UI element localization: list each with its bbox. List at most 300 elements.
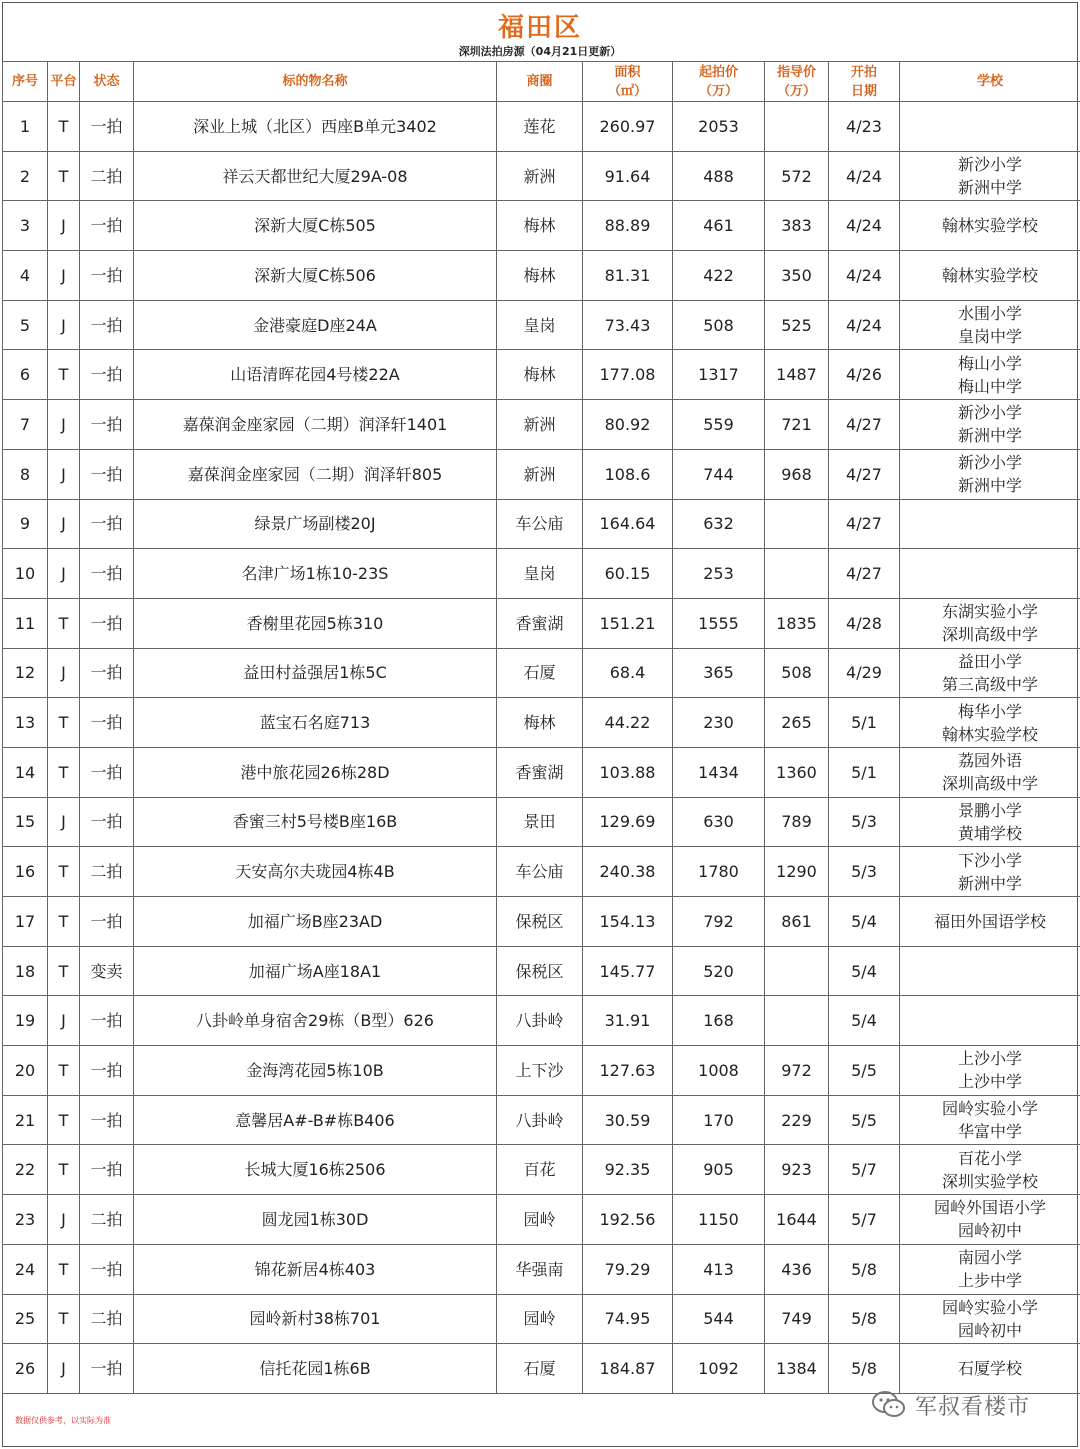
row-guide-price — [765, 102, 829, 152]
row-name: 八卦岭单身宿舍29栋（B型）626 — [134, 996, 497, 1046]
row-start-price: 508 — [673, 300, 765, 350]
row-school — [900, 549, 1080, 599]
row-status: 一拍 — [80, 201, 134, 251]
row-date: 5/1 — [829, 747, 900, 797]
table-body — [3, 102, 1080, 1394]
row-area: 八卦岭 — [497, 996, 583, 1046]
row-status: 一拍 — [80, 300, 134, 350]
header-platform: 平台 — [48, 62, 80, 102]
row-area: 香蜜湖 — [497, 598, 583, 648]
row-platform: J — [48, 201, 80, 251]
row-guide-price: 923 — [765, 1145, 829, 1195]
row-status: 一拍 — [80, 350, 134, 400]
row-area: 梅林 — [497, 201, 583, 251]
row-platform: T — [48, 946, 80, 996]
header-date: 开拍 日期 — [829, 62, 900, 102]
row-guide-price: 1644 — [765, 1195, 829, 1245]
row-index: 23 — [3, 1195, 48, 1245]
page-subtitle: 深圳法拍房源（04月21日更新） — [458, 45, 622, 58]
wechat-icon — [871, 1390, 907, 1420]
table-row — [3, 1244, 1080, 1294]
row-date: 4/23 — [829, 102, 900, 152]
row-area: 园岭 — [497, 1195, 583, 1245]
row-index: 12 — [3, 648, 48, 698]
table-row — [3, 946, 1080, 996]
row-guide-price: 383 — [765, 201, 829, 251]
row-guide-price — [765, 499, 829, 549]
row-index: 5 — [3, 300, 48, 350]
row-size: 260.97 — [583, 102, 673, 152]
row-area: 梅林 — [497, 251, 583, 301]
row-size: 44.22 — [583, 698, 673, 748]
row-platform: T — [48, 698, 80, 748]
row-start-price: 461 — [673, 201, 765, 251]
row-size: 92.35 — [583, 1145, 673, 1195]
table-row — [3, 1344, 1080, 1394]
row-status: 一拍 — [80, 1145, 134, 1195]
table-row — [3, 897, 1080, 947]
row-area: 上下沙 — [497, 1046, 583, 1096]
row-name: 加福广场B座23AD — [134, 897, 497, 947]
row-school — [900, 797, 1080, 847]
row-school — [900, 1046, 1080, 1096]
school-name: 石厦学校 — [957, 1359, 1022, 1379]
row-name: 信托花园1栋6B — [134, 1344, 497, 1394]
row-index: 20 — [3, 1046, 48, 1096]
row-status: 二拍 — [80, 1195, 134, 1245]
school-name: 翰林实验学校 — [941, 724, 1038, 744]
school-name: 深圳高级中学 — [941, 774, 1038, 794]
row-platform: J — [48, 400, 80, 450]
row-platform: T — [48, 1046, 80, 1096]
row-status: 一拍 — [80, 499, 134, 549]
row-guide-price: 1835 — [765, 598, 829, 648]
row-guide-price: 861 — [765, 897, 829, 947]
school-name: 新沙小学 — [957, 403, 1022, 423]
row-name: 长城大厦16栋2506 — [134, 1145, 497, 1195]
row-school — [900, 300, 1080, 350]
row-start-price: 253 — [673, 549, 765, 599]
table-row — [3, 1046, 1080, 1096]
row-school — [900, 151, 1080, 201]
school-name: 新洲中学 — [957, 426, 1022, 446]
row-status: 二拍 — [80, 847, 134, 897]
watermark-text: 军叔看楼市 — [915, 1394, 1031, 1420]
table-row — [3, 400, 1080, 450]
listing-sheet — [2, 2, 1078, 1447]
row-school — [900, 946, 1080, 996]
row-name: 嘉葆润金座家园（二期）润泽轩1401 — [134, 400, 497, 450]
row-name: 加福广场A座18A1 — [134, 946, 497, 996]
row-name: 嘉葆润金座家园（二期）润泽轩805 — [134, 449, 497, 499]
row-index: 25 — [3, 1294, 48, 1344]
row-platform: J — [48, 251, 80, 301]
school-name: 翰林实验学校 — [941, 216, 1038, 236]
row-name: 金港豪庭D座24A — [134, 300, 497, 350]
row-size: 192.56 — [583, 1195, 673, 1245]
row-start-price: 559 — [673, 400, 765, 450]
row-date: 4/26 — [829, 350, 900, 400]
row-size: 31.91 — [583, 996, 673, 1046]
row-index: 24 — [3, 1244, 48, 1294]
row-size: 79.29 — [583, 1244, 673, 1294]
row-school — [900, 350, 1080, 400]
row-guide-price: 972 — [765, 1046, 829, 1096]
row-size: 74.95 — [583, 1294, 673, 1344]
school-name: 翰林实验学校 — [941, 265, 1038, 285]
row-platform: J — [48, 499, 80, 549]
row-status: 一拍 — [80, 549, 134, 599]
row-platform: J — [48, 648, 80, 698]
row-guide-price: 789 — [765, 797, 829, 847]
row-date: 5/7 — [829, 1145, 900, 1195]
row-name: 港中旅花园26栋28D — [134, 747, 497, 797]
row-date: 5/3 — [829, 797, 900, 847]
row-start-price: 792 — [673, 897, 765, 947]
row-guide-price: 749 — [765, 1294, 829, 1344]
header-school: 学校 — [900, 62, 1080, 102]
row-school — [900, 1244, 1080, 1294]
row-area: 皇岗 — [497, 300, 583, 350]
auction-table — [2, 61, 1080, 1394]
school-name: 深圳实验学校 — [941, 1171, 1038, 1191]
row-index: 1 — [3, 102, 48, 152]
row-index: 3 — [3, 201, 48, 251]
table-row — [3, 698, 1080, 748]
row-index: 4 — [3, 251, 48, 301]
row-school — [900, 400, 1080, 450]
table-row — [3, 102, 1080, 152]
row-index: 7 — [3, 400, 48, 450]
row-start-price: 230 — [673, 698, 765, 748]
row-status: 一拍 — [80, 449, 134, 499]
table-row — [3, 1195, 1080, 1245]
row-status: 二拍 — [80, 151, 134, 201]
table-row — [3, 648, 1080, 698]
row-status: 一拍 — [80, 598, 134, 648]
school-name: 皇岗中学 — [957, 327, 1022, 347]
table-row — [3, 151, 1080, 201]
row-size: 127.63 — [583, 1046, 673, 1096]
row-name: 名津广场1栋10-23S — [134, 549, 497, 599]
row-size: 145.77 — [583, 946, 673, 996]
row-guide-price: 1487 — [765, 350, 829, 400]
row-school — [900, 698, 1080, 748]
row-date: 4/24 — [829, 151, 900, 201]
row-school — [900, 996, 1080, 1046]
row-status: 一拍 — [80, 400, 134, 450]
row-platform: T — [48, 1244, 80, 1294]
row-status: 一拍 — [80, 1095, 134, 1145]
row-date: 5/5 — [829, 1046, 900, 1096]
row-guide-price: 508 — [765, 648, 829, 698]
row-platform: J — [48, 449, 80, 499]
row-start-price: 544 — [673, 1294, 765, 1344]
row-date: 5/8 — [829, 1294, 900, 1344]
row-guide-price: 525 — [765, 300, 829, 350]
row-area: 香蜜湖 — [497, 747, 583, 797]
table-row — [3, 300, 1080, 350]
row-platform: J — [48, 549, 80, 599]
school-name: 深圳高级中学 — [941, 625, 1038, 645]
row-platform: J — [48, 1195, 80, 1245]
row-size: 240.38 — [583, 847, 673, 897]
row-platform: J — [48, 1344, 80, 1394]
row-platform: T — [48, 747, 80, 797]
row-area: 百花 — [497, 1145, 583, 1195]
row-platform: T — [48, 897, 80, 947]
row-area: 八卦岭 — [497, 1095, 583, 1145]
table-row — [3, 499, 1080, 549]
row-size: 73.43 — [583, 300, 673, 350]
header-area: 商圈 — [497, 62, 583, 102]
row-area: 梅林 — [497, 350, 583, 400]
school-name: 下沙小学 — [957, 850, 1022, 870]
row-date: 5/4 — [829, 946, 900, 996]
school-name: 新洲中学 — [957, 476, 1022, 496]
row-area: 车公庙 — [497, 499, 583, 549]
row-name: 园岭新村38栋701 — [134, 1294, 497, 1344]
row-index: 18 — [3, 946, 48, 996]
row-school — [900, 201, 1080, 251]
row-name: 锦花新居4栋403 — [134, 1244, 497, 1294]
header-index: 序号 — [3, 62, 48, 102]
row-index: 13 — [3, 698, 48, 748]
school-name: 水围小学 — [957, 304, 1022, 324]
row-name: 圆龙园1栋30D — [134, 1195, 497, 1245]
row-start-price: 1317 — [673, 350, 765, 400]
table-row — [3, 449, 1080, 499]
row-date: 5/5 — [829, 1095, 900, 1145]
header-size: 面积 （㎡） — [583, 62, 673, 102]
row-date: 5/8 — [829, 1344, 900, 1394]
page-title: 福田区 — [497, 13, 582, 43]
row-name: 天安高尔夫珑园4栋4B — [134, 847, 497, 897]
row-school — [900, 1195, 1080, 1245]
row-school — [900, 499, 1080, 549]
row-status: 一拍 — [80, 1244, 134, 1294]
row-index: 22 — [3, 1145, 48, 1195]
school-name: 梅山中学 — [957, 376, 1022, 396]
school-name: 园岭初中 — [957, 1221, 1022, 1241]
row-start-price: 413 — [673, 1244, 765, 1294]
row-size: 164.64 — [583, 499, 673, 549]
row-start-price: 1555 — [673, 598, 765, 648]
school-name: 园岭初中 — [957, 1320, 1022, 1340]
school-name: 百花小学 — [957, 1148, 1022, 1168]
row-date: 4/24 — [829, 300, 900, 350]
row-area: 保税区 — [497, 897, 583, 947]
table-row — [3, 1294, 1080, 1344]
row-platform: T — [48, 350, 80, 400]
watermark — [871, 1387, 1030, 1423]
row-guide-price: 436 — [765, 1244, 829, 1294]
row-name: 深业上城（北区）西座B单元3402 — [134, 102, 497, 152]
row-index: 11 — [3, 598, 48, 648]
school-name: 梅华小学 — [957, 701, 1022, 721]
row-area: 皇岗 — [497, 549, 583, 599]
row-size: 91.64 — [583, 151, 673, 201]
row-size: 68.4 — [583, 648, 673, 698]
row-guide-price: 968 — [765, 449, 829, 499]
table-row — [3, 1145, 1080, 1195]
row-index: 6 — [3, 350, 48, 400]
row-size: 60.15 — [583, 549, 673, 599]
row-date: 4/27 — [829, 400, 900, 450]
row-platform: T — [48, 1145, 80, 1195]
row-school — [900, 251, 1080, 301]
row-name: 绿景广场副楼20J — [134, 499, 497, 549]
row-size: 177.08 — [583, 350, 673, 400]
row-platform: T — [48, 1095, 80, 1145]
row-date: 5/8 — [829, 1244, 900, 1294]
table-row — [3, 201, 1080, 251]
row-guide-price — [765, 549, 829, 599]
row-status: 一拍 — [80, 747, 134, 797]
row-name: 深新大厦C栋505 — [134, 201, 497, 251]
row-index: 2 — [3, 151, 48, 201]
row-school — [900, 648, 1080, 698]
row-guide-price: 350 — [765, 251, 829, 301]
row-school — [900, 449, 1080, 499]
row-size: 129.69 — [583, 797, 673, 847]
row-status: 一拍 — [80, 1344, 134, 1394]
row-size: 80.92 — [583, 400, 673, 450]
table-row — [3, 598, 1080, 648]
school-name: 东湖实验小学 — [941, 602, 1038, 622]
header-status: 状态 — [80, 62, 134, 102]
row-area: 华强南 — [497, 1244, 583, 1294]
row-size: 103.88 — [583, 747, 673, 797]
row-area: 景田 — [497, 797, 583, 847]
row-start-price: 1434 — [673, 747, 765, 797]
header-guide-price: 指导价 （万） — [765, 62, 829, 102]
row-school — [900, 847, 1080, 897]
row-platform: T — [48, 151, 80, 201]
row-index: 10 — [3, 549, 48, 599]
header-name: 标的物名称 — [134, 62, 497, 102]
school-name: 园岭实验小学 — [941, 1297, 1038, 1317]
row-name: 香蜜三村5号楼B座16B — [134, 797, 497, 847]
row-date: 5/4 — [829, 897, 900, 947]
row-date: 5/4 — [829, 996, 900, 1046]
row-platform: J — [48, 300, 80, 350]
row-status: 变卖 — [80, 946, 134, 996]
row-start-price: 1092 — [673, 1344, 765, 1394]
row-start-price: 1008 — [673, 1046, 765, 1096]
row-guide-price: 265 — [765, 698, 829, 748]
row-start-price: 630 — [673, 797, 765, 847]
row-date: 5/7 — [829, 1195, 900, 1245]
row-name: 意馨居A#-B#栋B406 — [134, 1095, 497, 1145]
row-date: 4/24 — [829, 201, 900, 251]
row-guide-price — [765, 996, 829, 1046]
row-status: 一拍 — [80, 996, 134, 1046]
school-name: 荔园外语 — [957, 751, 1022, 771]
school-name: 上步中学 — [957, 1271, 1022, 1291]
row-index: 21 — [3, 1095, 48, 1145]
row-size: 151.21 — [583, 598, 673, 648]
row-index: 8 — [3, 449, 48, 499]
row-guide-price: 572 — [765, 151, 829, 201]
row-size: 154.13 — [583, 897, 673, 947]
row-name: 蓝宝石名庭713 — [134, 698, 497, 748]
row-name: 益田村益强居1栋5C — [134, 648, 497, 698]
row-school — [900, 1344, 1080, 1394]
table-row — [3, 747, 1080, 797]
row-size: 108.6 — [583, 449, 673, 499]
row-guide-price: 1360 — [765, 747, 829, 797]
school-name: 梅山小学 — [957, 353, 1022, 373]
row-date: 4/27 — [829, 449, 900, 499]
table-row — [3, 549, 1080, 599]
row-status: 一拍 — [80, 1046, 134, 1096]
row-area: 莲花 — [497, 102, 583, 152]
row-start-price: 520 — [673, 946, 765, 996]
row-platform: J — [48, 797, 80, 847]
row-start-price: 744 — [673, 449, 765, 499]
row-school — [900, 1095, 1080, 1145]
row-status: 一拍 — [80, 102, 134, 152]
row-status: 一拍 — [80, 251, 134, 301]
row-start-price: 422 — [673, 251, 765, 301]
row-status: 二拍 — [80, 1294, 134, 1344]
header-start-price: 起拍价 （万） — [673, 62, 765, 102]
row-status: 一拍 — [80, 698, 134, 748]
table-row — [3, 1095, 1080, 1145]
row-start-price: 905 — [673, 1145, 765, 1195]
school-name: 上沙中学 — [957, 1072, 1022, 1092]
row-start-price: 365 — [673, 648, 765, 698]
row-size: 81.31 — [583, 251, 673, 301]
row-area: 新洲 — [497, 400, 583, 450]
row-area: 园岭 — [497, 1294, 583, 1344]
row-guide-price — [765, 946, 829, 996]
school-name: 南园小学 — [957, 1248, 1022, 1268]
row-index: 26 — [3, 1344, 48, 1394]
row-date: 4/27 — [829, 549, 900, 599]
row-area: 保税区 — [497, 946, 583, 996]
row-platform: T — [48, 1294, 80, 1344]
row-guide-price: 1384 — [765, 1344, 829, 1394]
school-name: 景鹏小学 — [957, 800, 1022, 820]
row-school — [900, 1145, 1080, 1195]
row-school — [900, 598, 1080, 648]
row-date: 4/28 — [829, 598, 900, 648]
row-date: 4/27 — [829, 499, 900, 549]
row-guide-price: 229 — [765, 1095, 829, 1145]
row-name: 祥云天都世纪大厦29A-08 — [134, 151, 497, 201]
row-start-price: 170 — [673, 1095, 765, 1145]
school-name: 新洲中学 — [957, 178, 1022, 198]
row-size: 88.89 — [583, 201, 673, 251]
school-name: 新沙小学 — [957, 155, 1022, 175]
footer-note: 数据仅供参考，以实际为准 — [15, 1416, 111, 1425]
row-school — [900, 1294, 1080, 1344]
table-row — [3, 350, 1080, 400]
row-date: 5/1 — [829, 698, 900, 748]
row-school — [900, 747, 1080, 797]
row-name: 香榭里花园5栋310 — [134, 598, 497, 648]
row-index: 9 — [3, 499, 48, 549]
row-area: 新洲 — [497, 151, 583, 201]
row-date: 5/3 — [829, 847, 900, 897]
row-start-price: 2053 — [673, 102, 765, 152]
row-size: 30.59 — [583, 1095, 673, 1145]
row-status: 一拍 — [80, 648, 134, 698]
school-name: 华富中学 — [957, 1122, 1022, 1142]
row-guide-price: 721 — [765, 400, 829, 450]
